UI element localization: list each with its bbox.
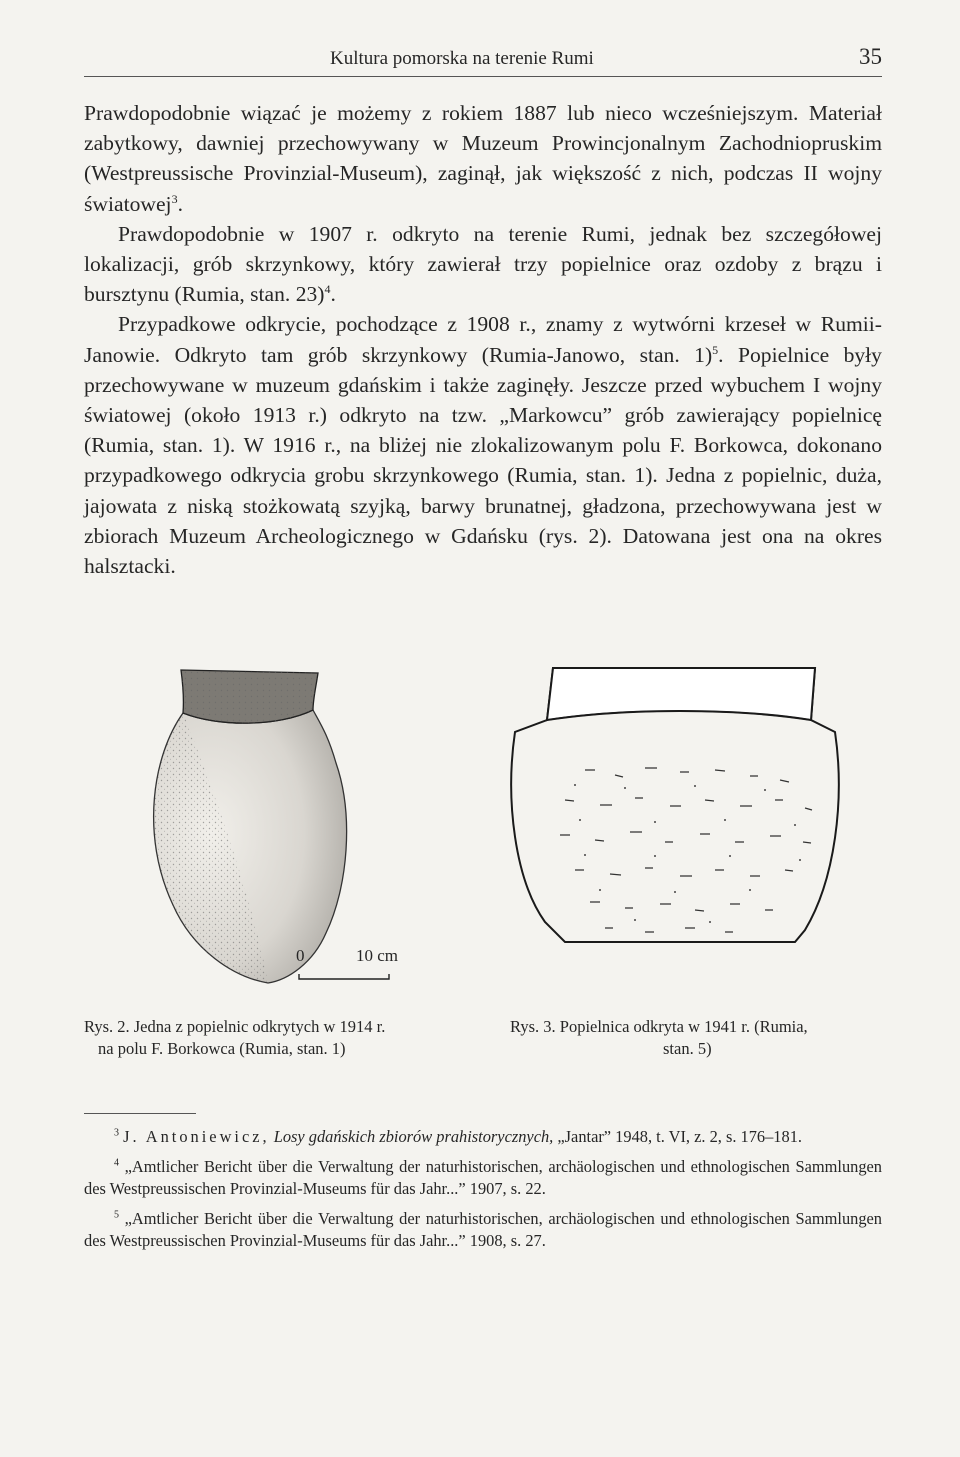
- footnote-3-number: 3: [114, 1127, 119, 1139]
- footnote-ref-3[interactable]: 3: [171, 191, 178, 206]
- caption-rys2: [84, 1016, 464, 1060]
- caption-rys3: [510, 1016, 890, 1060]
- paragraph-3: [84, 309, 882, 581]
- scale-bar: [296, 946, 426, 986]
- footnotes: [84, 1126, 882, 1260]
- paragraph-3-text: Przypadkowe odkrycie, pochodzące z 1908 r., znamy z wytwórni krzeseł w Rumii-Janowie. Odkryto tam grób skrzynkowy (Rumia-Janowo, stan. 1): [84, 312, 882, 367]
- paragraph-1-text: Prawdopodobnie wiązać je możemy z rokiem 1887 lub nieco wcześniejszym. Materiał zabytkowy, dawniej przechowywany w Muzeum Prowincjonalnym Zachodniopruskim (Westpreussische Provinzial-Museum), zaginął, jak większość z nich, podczas II wojny światowej: [84, 101, 882, 216]
- paragraph-2: [84, 219, 882, 310]
- figure-rys2-urn-drawing: [148, 665, 448, 990]
- footnote-ref-4[interactable]: 4: [324, 282, 331, 297]
- urn3-neck-band: [547, 668, 815, 720]
- footnote-3-details: „Jantar” 1948, t. VI, z. 2, s. 176–181.: [557, 1127, 802, 1146]
- scale-bar-line: [298, 974, 390, 980]
- footnote-5-text: „Amtlicher Bericht über die Verwaltung der naturhistorischen, archäologischen und ethnologischen Sammlungen des Westpreussischen Provinzial-Museums für das Jahr...” 1908, s. 27.: [84, 1209, 882, 1250]
- footnote-5-number: 5: [114, 1209, 119, 1221]
- urn-neck-stipple: [181, 670, 318, 723]
- footnote-ref-5[interactable]: 5: [712, 342, 719, 357]
- paragraph-1: [84, 98, 882, 219]
- paragraph-3-end: . Popielnice były przechowywane w muzeum gdańskim i także zaginęły. Jeszcze przed wybuchem I wojny światowej (około 1913 r.) odkryto na tzw. „Markowcu” grób zawierający popielnicę (Rumia, stan. 1). W 1916 r., na bliżej nie zlokalizowanym polu F. Borkowca, dokonano przypadkowego odkrycia grobu skrzynkowego (Rumia, stan. 1). Jedna z popielnic, duża, jajowata z niską stożkowatą szyjką, barwy brunatnej, gładzona, przechowywana jest w zbiorach Muzeum Archeologicznego w Gdańsku (rys. 2). Datowana jest ona na okres halsztacki.: [84, 342, 882, 579]
- caption-rys2-line1: Rys. 2. Jedna z popielnic odkrytych w 1914 r.: [84, 1017, 386, 1036]
- footnote-4-number: 4: [114, 1157, 119, 1169]
- paragraph-2-text: Prawdopodobnie w 1907 r. odkryto na terenie Rumi, jednak bez szczegółowej lokalizacji, grób skrzynkowy, który zawierał trzy popielnice oraz ozdoby z brązu i bursztynu (Rumia, stan. 23): [84, 221, 882, 307]
- footnote-rule: [84, 1113, 196, 1114]
- figure-rys3-urn-drawing: [505, 660, 845, 960]
- scale-zero-label: 0: [296, 946, 305, 965]
- footnote-4-text: „Amtlicher Bericht über die Verwaltung der naturhistorischen, archäologischen und ethnologischen Sammlungen des Westpreussischen Provinzial-Museums für das Jahr...” 1907, s. 22.: [84, 1157, 882, 1198]
- caption-rys3-line2: stan. 5): [663, 1039, 712, 1058]
- body-text: [84, 98, 882, 581]
- running-title: Kultura pomorska na terenie Rumi: [330, 48, 594, 69]
- paragraph-2-end: .: [330, 282, 336, 307]
- scale-ten-label: 10 cm: [356, 946, 399, 965]
- page-number: 35: [859, 44, 882, 69]
- caption-rys2-line2: na polu F. Borkowca (Rumia, stan. 1): [98, 1039, 346, 1058]
- caption-rys3-line1: Rys. 3. Popielnica odkryta w 1941 r. (Rumia,: [510, 1017, 808, 1036]
- footnote-3: [84, 1126, 882, 1148]
- footnote-3-author: J. Antoniewicz,: [123, 1127, 270, 1146]
- footnote-5: [84, 1208, 882, 1252]
- urn3-dash-texture: [560, 768, 812, 932]
- page-header: [84, 44, 882, 80]
- paragraph-1-end: .: [177, 191, 183, 216]
- header-rule: [84, 76, 882, 77]
- footnote-4: [84, 1156, 882, 1200]
- footnote-3-title: Losy gdańskich zbiorów prahistorycznych,: [273, 1127, 554, 1146]
